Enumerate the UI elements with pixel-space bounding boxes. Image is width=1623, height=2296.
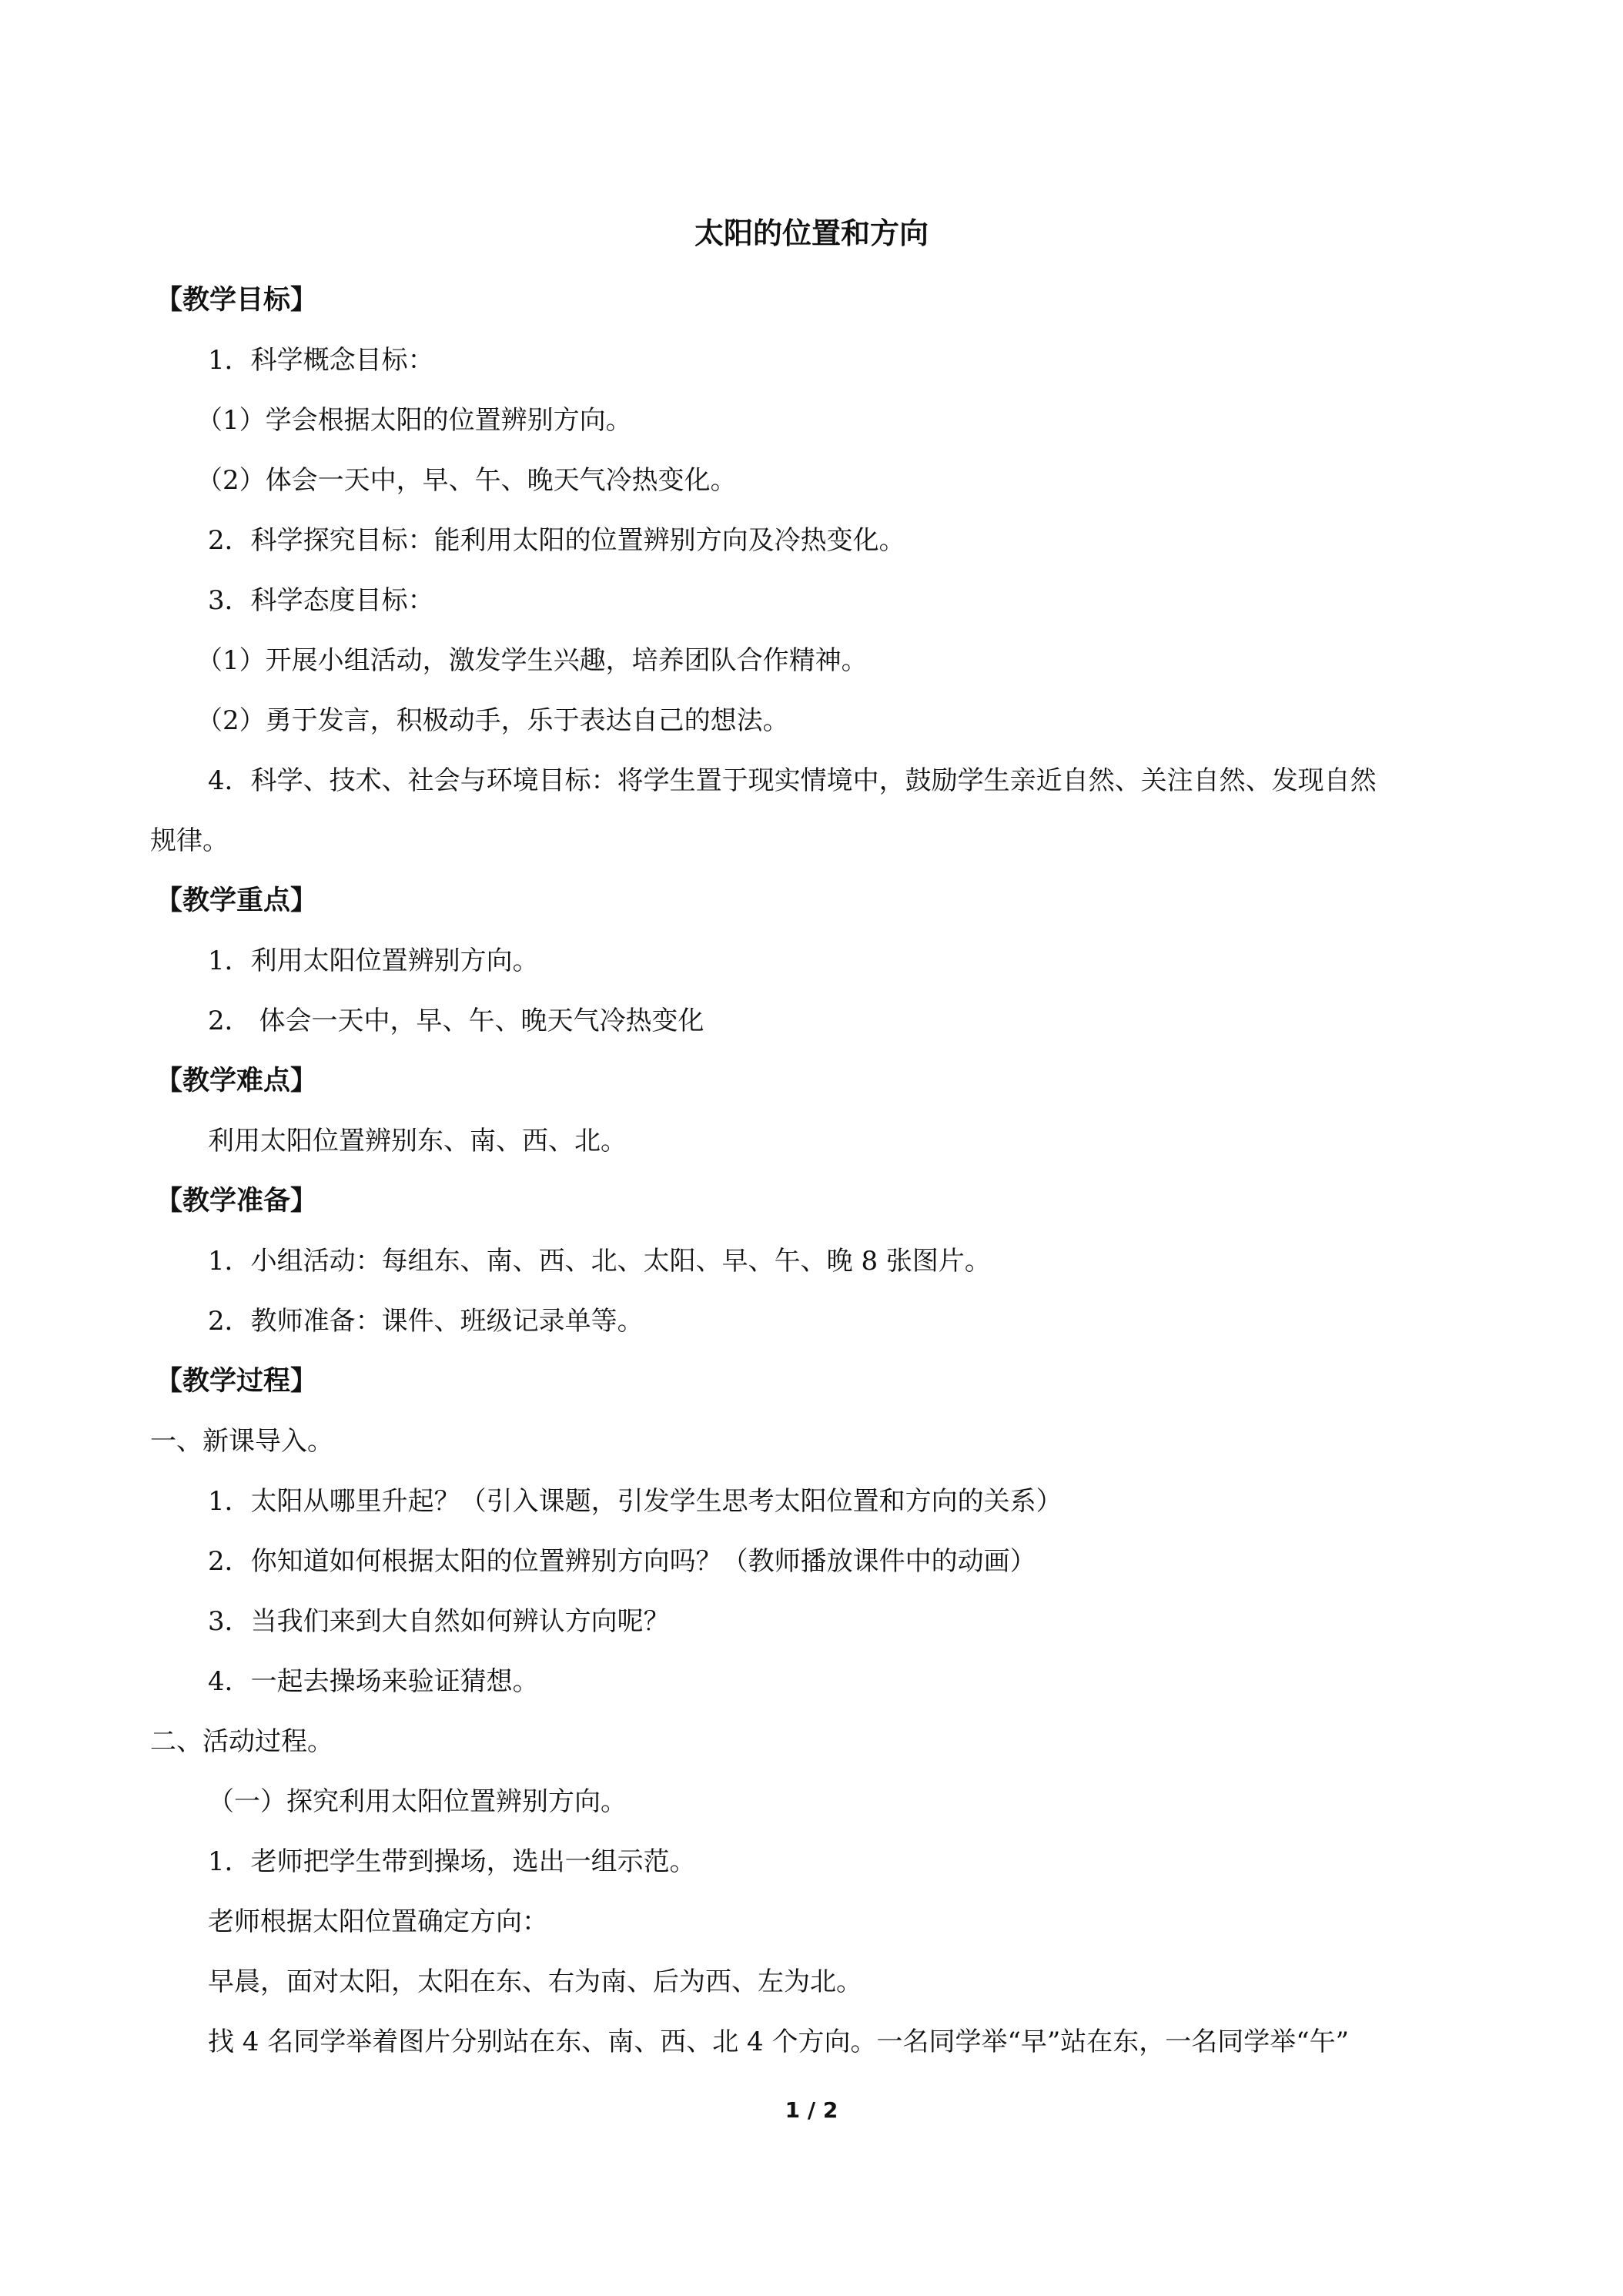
paragraph: 找 4 名同学举着图片分别站在东、南、西、北 4 个方向。一名同学举“早”站在东，一名同学举“午” [208,2027,1350,2057]
paragraph: （1）学会根据太阳的位置辨别方向。 [196,405,632,436]
paragraph: 1．太阳从哪里升起？（引入课题，引发学生思考太阳位置和方向的关系） [208,1486,1062,1517]
paragraph: 老师根据太阳位置确定方向： [208,1906,548,1937]
paragraph: 规律。 [150,825,229,856]
paragraph: 2．科学探究目标：能利用太阳的位置辨别方向及冷热变化。 [208,525,905,556]
section-heading-process: 【教学过程】 [156,1366,318,1397]
section-heading-preparation: 【教学准备】 [156,1186,318,1217]
paragraph: 4．科学、技术、社会与环境目标：将学生置于现实情境中，鼓励学生亲近自然、关注自然、发现自然 [208,765,1377,796]
paragraph: 利用太阳位置辨别东、南、西、北。 [208,1126,627,1156]
paragraph: 2．你知道如何根据太阳的位置辨别方向吗？（教师播放课件中的动画） [208,1546,1036,1577]
page-number: 1 / 2 [785,2097,838,2123]
section-heading-difficulties: 【教学难点】 [156,1066,318,1096]
paragraph: 3．科学态度目标： [208,585,434,616]
paragraph: 1．小组活动：每组东、南、西、北、太阳、早、午、晚 8 张图片。 [208,1246,991,1277]
paragraph: 1．老师把学生带到操场，选出一组示范。 [208,1846,696,1877]
paragraph: 早晨，面对太阳，太阳在东、右为南、后为西、左为北。 [208,1966,862,1997]
document-title: 太阳的位置和方向 [694,216,929,250]
paragraph: 二、活动过程。 [150,1726,333,1757]
section-heading-key-points: 【教学重点】 [156,885,318,916]
section-heading-goals: 【教学目标】 [156,285,318,316]
paragraph: （2）体会一天中，早、午、晚天气冷热变化。 [196,465,737,496]
paragraph: 1．利用太阳位置辨别方向。 [208,946,539,976]
paragraph: （一）探究利用太阳位置辨别方向。 [208,1786,627,1817]
paragraph: 3．当我们来到大自然如何辨认方向呢？ [208,1606,670,1637]
paragraph: （1）开展小组活动，激发学生兴趣，培养团队合作精神。 [196,645,868,676]
paragraph: 2． 体会一天中，早、午、晚天气冷热变化 [208,1006,704,1036]
paragraph: （2）勇于发言，积极动手，乐于表达自己的想法。 [196,705,789,736]
paragraph: 一、新课导入。 [150,1426,333,1457]
paragraph: 1．科学概念目标： [208,345,434,376]
paragraph: 4．一起去操场来验证猜想。 [208,1666,539,1697]
paragraph: 2．教师准备：课件、班级记录单等。 [208,1306,644,1337]
